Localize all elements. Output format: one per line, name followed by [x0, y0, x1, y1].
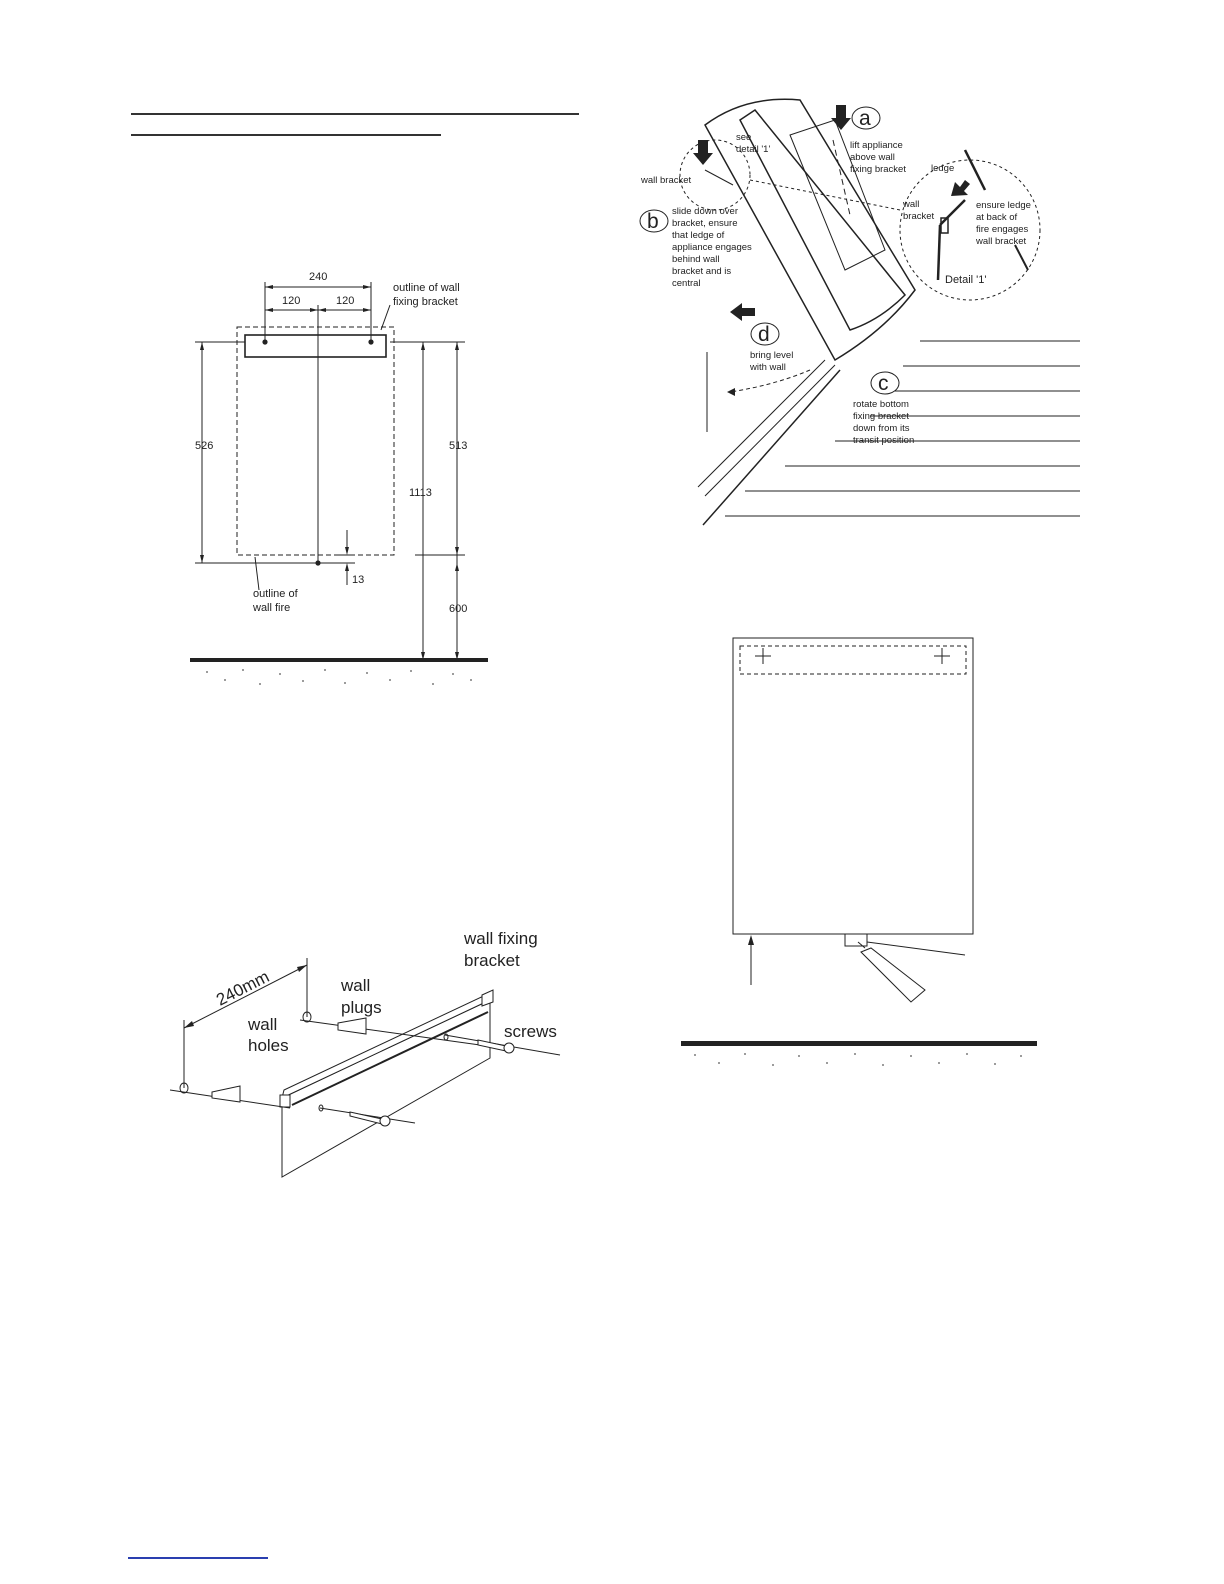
arrow-down-icon — [693, 140, 713, 165]
label-wall-holes-2: holes — [248, 1036, 289, 1055]
arrow-detail-icon — [951, 180, 970, 196]
dim-526: 526 — [195, 440, 214, 452]
svg-text:that ledge of: that ledge of — [672, 230, 725, 241]
label-wall-fixing-bracket-1: wall fixing — [464, 929, 538, 948]
svg-text:at back of: at back of — [976, 212, 1018, 223]
arrow-up-icon — [831, 105, 851, 130]
svg-text:down from its: down from its — [853, 423, 910, 434]
svg-text:detail '1': detail '1' — [736, 144, 771, 155]
arrow-left-icon — [730, 303, 755, 321]
svg-text:bring level: bring level — [750, 350, 794, 361]
detail-1-title: Detail '1' — [945, 274, 987, 286]
ensure-ledge-label — [975, 200, 1031, 247]
svg-text:above wall: above wall — [850, 152, 895, 163]
bracket-position-diagram — [185, 260, 495, 700]
fire-template-outline — [733, 638, 973, 934]
label-bracket-outline-2: fixing bracket — [393, 296, 458, 308]
svg-text:rotate bottom: rotate bottom — [853, 399, 909, 410]
ledge-label: ledge — [931, 163, 955, 174]
svg-text:bracket: bracket — [903, 211, 935, 222]
svg-text:bracket and is: bracket and is — [672, 266, 732, 277]
dim-513: 513 — [449, 440, 468, 452]
svg-text:fixing bracket: fixing bracket — [853, 411, 909, 422]
fire-outline — [237, 327, 394, 555]
step-d-letter: d — [758, 323, 770, 346]
floor-line — [190, 658, 488, 662]
label-fire-outline-2: wall fire — [253, 602, 291, 614]
step-a-letter: a — [859, 107, 871, 130]
bracket-outline — [245, 335, 386, 357]
step-d-text — [749, 350, 793, 373]
bracket-installation-diagram — [160, 920, 570, 1190]
section-heading-rule-1 — [131, 113, 579, 115]
label-fire-outline-1: outline of — [253, 588, 298, 600]
step-b-letter: b — [647, 210, 659, 233]
svg-text:fire engages: fire engages — [976, 224, 1029, 235]
floor-hatch — [206, 669, 472, 685]
svg-text:ensure ledge: ensure ledge — [976, 200, 1031, 211]
svg-text:behind wall: behind wall — [672, 254, 720, 265]
svg-text:wall: wall — [903, 199, 920, 210]
footer-link-underline — [128, 1557, 268, 1559]
label-screws: screws — [504, 1022, 557, 1041]
svg-text:transit position: transit position — [853, 435, 915, 446]
detail-wall-bracket-label — [902, 199, 935, 222]
dim-240: 240 — [309, 271, 328, 283]
dim-120-right: 120 — [336, 295, 355, 307]
wall-bracket-label: wall bracket — [641, 175, 692, 186]
label-wall-plugs-2: plugs — [341, 998, 382, 1017]
svg-text:wall bracket: wall bracket — [976, 236, 1027, 247]
svg-text:bracket, ensure: bracket, ensure — [672, 218, 738, 229]
step-c-letter: c — [878, 372, 889, 395]
svg-text:appliance engages: appliance engages — [672, 242, 752, 253]
step-a-text — [850, 140, 906, 175]
svg-text:slide down over: slide down over — [672, 206, 739, 217]
svg-text:central: central — [672, 278, 701, 289]
dim-13: 13 — [352, 574, 365, 586]
pencil-icon — [861, 948, 925, 1002]
dim-120-left: 120 — [282, 295, 301, 307]
svg-text:fixing bracket: fixing bracket — [850, 164, 906, 175]
label-wall-holes-1: wall — [248, 1015, 278, 1034]
dim-1113: 1113 — [409, 487, 432, 499]
svg-text:see: see — [736, 132, 752, 143]
dim-240mm: 240mm — [213, 966, 273, 1010]
svg-text:lift appliance: lift appliance — [850, 140, 903, 151]
appliance-hanging-diagram — [635, 80, 1090, 550]
dim-600: 600 — [449, 603, 468, 615]
svg-text:with wall: with wall — [750, 362, 786, 373]
floor-line-2 — [681, 1041, 1037, 1046]
wall-marking-diagram — [675, 630, 1045, 1080]
bracket-template-outline — [740, 646, 966, 674]
section-heading-rule-2 — [131, 134, 441, 136]
step-b-text — [672, 206, 752, 289]
label-bracket-outline-1: outline of wall — [393, 282, 460, 294]
label-wall-plugs-1: wall — [341, 976, 371, 995]
step-c-text — [853, 399, 914, 446]
label-wall-fixing-bracket-2: bracket — [464, 951, 520, 970]
